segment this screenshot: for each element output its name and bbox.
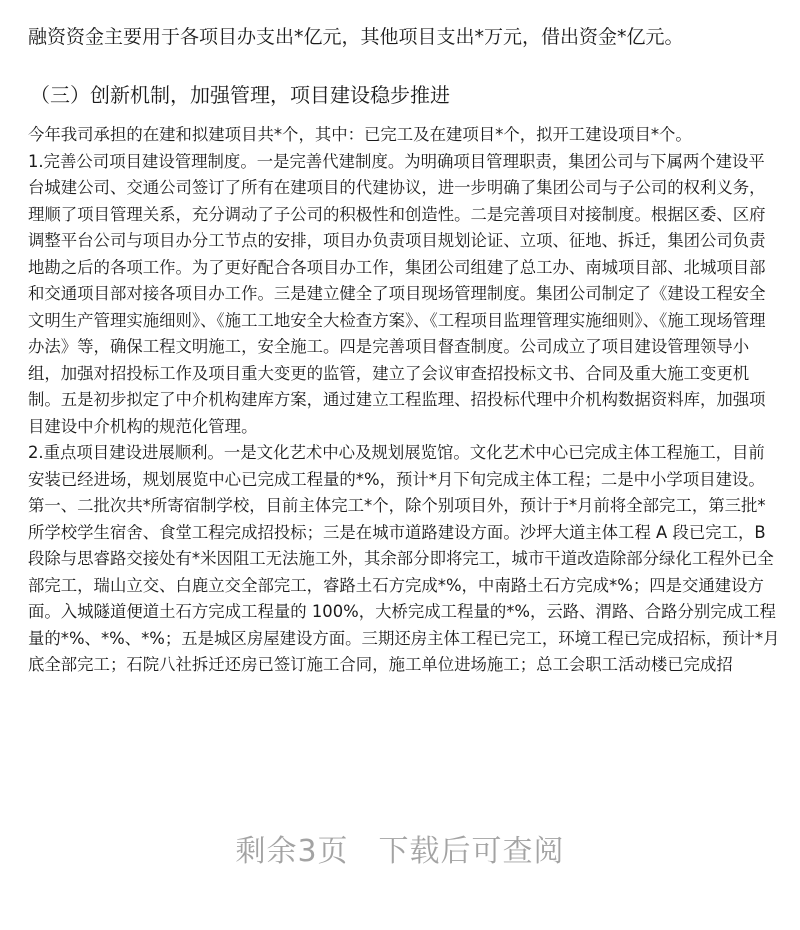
paragraph-intro: 今年我司承担的在建和拟建项目共*个，其中：已完工及在建项目*个，拟开工建设项目*个。 bbox=[28, 125, 692, 144]
remaining-pages-label: 剩余3页 bbox=[235, 834, 349, 869]
download-hint-label: 下载后可查阅 bbox=[378, 834, 565, 869]
remaining-pages-banner[interactable] bbox=[0, 830, 800, 874]
content-fade-overlay bbox=[0, 760, 800, 820]
document-body bbox=[28, 122, 780, 679]
section-heading: （三）创新机制，加强管理，项目建设稳步推进 bbox=[30, 83, 450, 107]
document-text-line: 融资资金主要用于各项目办支出*亿元，其他项目支出*万元，借出资金*亿元。 bbox=[28, 26, 684, 48]
paragraph-key-projects: 2.重点项目建设进展顺利。一是文化艺术中心及规划展览馆。文化艺术中心已完成主体工程施工，目前安装已经进场，规划展览中心已完成工程量的*%，预计*月下旬完成主体工程；二是中小学项目建设。第一、二批次共*所寄宿制学校，目前主体完工*个，除个别项目外，预计于*月前将全部完工，第三批*所学校学生宿舍、食堂工程完成招投标；三是在城市道路建设方面。沙坪大道主体工程 A 段已完工，B 段除与思睿路交接处有*米因阻工无法施工外，其余部分即将完工，城市干道改造除部分绿化工程外已全部完工，瑞山立交、白鹿立交全部完工，睿路土石方完成*%，中南路土石方完成*%；四是交通建设方面。入城隧道便道土石方完成工程量的 100%，大桥完成工程量的*%，云路、渭路、合路分别完成工程量的*%、*%、*%；五是城区房屋建设方面。三期还房主体工程已完工，环境工程已完成招标，预计*月底全部完工；石院八社拆迁还房已签订施工合同，施工单位进场施工；总工会职工活动楼已完成招 bbox=[28, 443, 780, 674]
paragraph-management-system: 1.完善公司项目建设管理制度。一是完善代建制度。为明确项目管理职责，集团公司与下属两个建设平台城建公司、交通公司签订了所有在建项目的代建协议，进一步明确了集团公司与子公司的权利义务，理顺了项目管理关系，充分调动了子公司的积极性和创造性。二是完善项目对接制度。根据区委、区府调整平台公司与项目办分工节点的安排，项目办负责项目规划论证、立项、征地、拆迁，集团公司负责地勘之后的各项工作。为了更好配合各项目办工作，集团公司组建了总工办、南城项目部、北城项目部和交通项目部对接各项目办工作。三是建立健全了项目现场管理制度。集团公司制定了《建设工程安全文明生产管理实施细则》、《施工工地安全大检查方案》、《工程项目监理管理实施细则》、《施工现场管理办法》等，确保工程文明施工，安全施工。四是完善项目督查制度。公司成立了项目建设管理领导小组，加强对招投标工作及项目重大变更的监管，建立了会议审查招投标文书、合同及重大施工变更机制。五是初步拟定了中介机构建库方案，通过建立工程监理、招投标代理中介机构数据资料库，加强项目建设中介机构的规范化管理。 bbox=[28, 151, 766, 436]
